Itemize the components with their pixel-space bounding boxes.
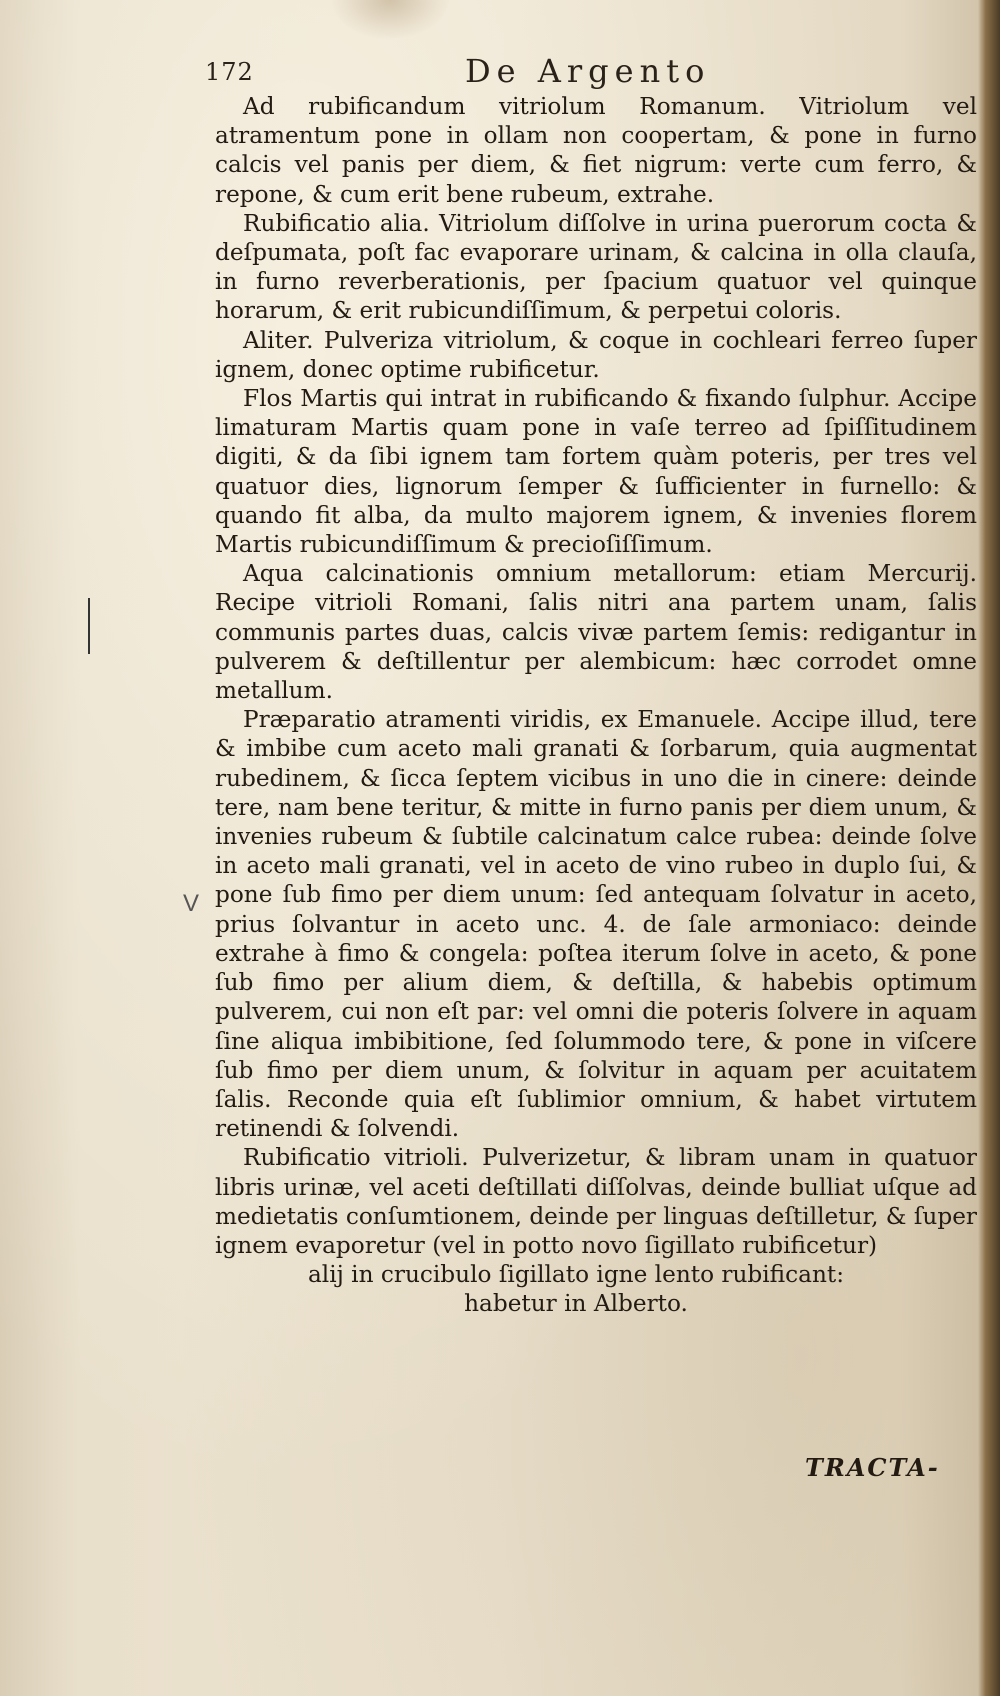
closing-line: alij in crucibulo ſigillato igne lento rubificant: <box>307 1261 845 1289</box>
page-number: 172 <box>205 58 254 86</box>
paragraph: Flos Martis qui intrat in rubificando & fixando ſulphur. Accipe limaturam Martis quam pone in vaſe terreo ad ſpiſſitudinem digiti, & da ſibi ignem tam fortem quàm poteris, per tres vel quatuor dies, lignorum ſemper & ſufficienter in furnello: & quando fit alba, da multo majorem ignem, & invenies florem Martis rubicundiſſimum & precioſiſſimum. <box>215 385 977 559</box>
paragraph: Aqua calcinationis omnium metallorum: etiam Mercurij. Recipe vitrioli Romani, ſalis nitri ana partem unam, ſalis communis partes duas, calcis vivæ partem ſemis: redigantur in pulverem & deſtillentur per alembicum: hæc corrodet omne metallum. <box>215 560 977 705</box>
catchword: TRACTA- <box>805 1453 940 1482</box>
margin-note: V <box>183 890 200 917</box>
paper-stain <box>330 0 450 40</box>
page-binding-edge <box>978 0 1000 1696</box>
paragraph: Rubificatio alia. Vitriolum diſſolve in urina puerorum cocta & deſpumata, poſt fac evaporare urinam, & calcina in olla clauſa, in furno reverberationis, per ſpacium quatuor vel quinque horarum, & erit rubicundiſſimum, & perpetui coloris. <box>215 209 977 325</box>
paragraph: Aliter. Pulveriza vitriolum, & coque in cochleari ferreo ſuper ignem, donec optime rubificetur. <box>215 326 977 383</box>
margin-pen-mark <box>88 598 90 654</box>
paragraph: Rubificatio vitrioli. Pulverizetur, & libram unam in quatuor libris urinæ, vel aceti deſtillati diſſolvas, deinde bulliat uſque ad medietatis conſumtionem, deinde per linguas deſtilletur, & ſuper ignem evaporetur (vel in potto novo ſigillato rubificetur) <box>215 1144 977 1259</box>
main-text <box>215 92 977 1319</box>
paragraph: Præparatio atramenti viridis, ex Emanuele. Accipe illud, tere & imbibe cum aceto mali granati & ſorbarum, quia augmentat rubedinem, & ſicca ſeptem vicibus in uno die in cinere: deinde tere, nam bene teritur, & mitte in furno panis per diem unum, & invenies rubeum & ſubtile calcinatum calce rubea: deinde ſolve in aceto mali granati, vel in aceto de vino rubeo in duplo ſui, & pone ſub fimo per diem unum: ſed antequam ſolvatur in aceto, prius ſolvantur in aceto unc. 4. de ſale armoniaco: deinde extrahe à fimo & congela: poſtea iterum ſolve in aceto, & pone ſub fimo per alium diem, & deſtilla, & habebis optimum pulverem, cui non eſt par: vel omni die poteris ſolvere in aquam ſine aliqua imbibitione, ſed ſolummodo tere, & pone in viſcere ſub fimo per diem unum, & ſolvitur in aquam per acuitatem ſalis. Reconde quia eſt ſublimior omnium, & habet virtutem retinendi & ſolvendi. <box>215 706 977 1143</box>
page-title: De Argento <box>465 52 711 90</box>
closing-line: habetur in Alberto. <box>464 1290 688 1318</box>
paragraph: Ad rubificandum vitriolum Romanum. Vitriolum vel atramentum pone in ollam non coopertam, & pone in furno calcis vel panis per diem, & fiet nigrum: verte cum ferro, & repone, & cum erit bene rubeum, extrahe. <box>215 93 977 208</box>
